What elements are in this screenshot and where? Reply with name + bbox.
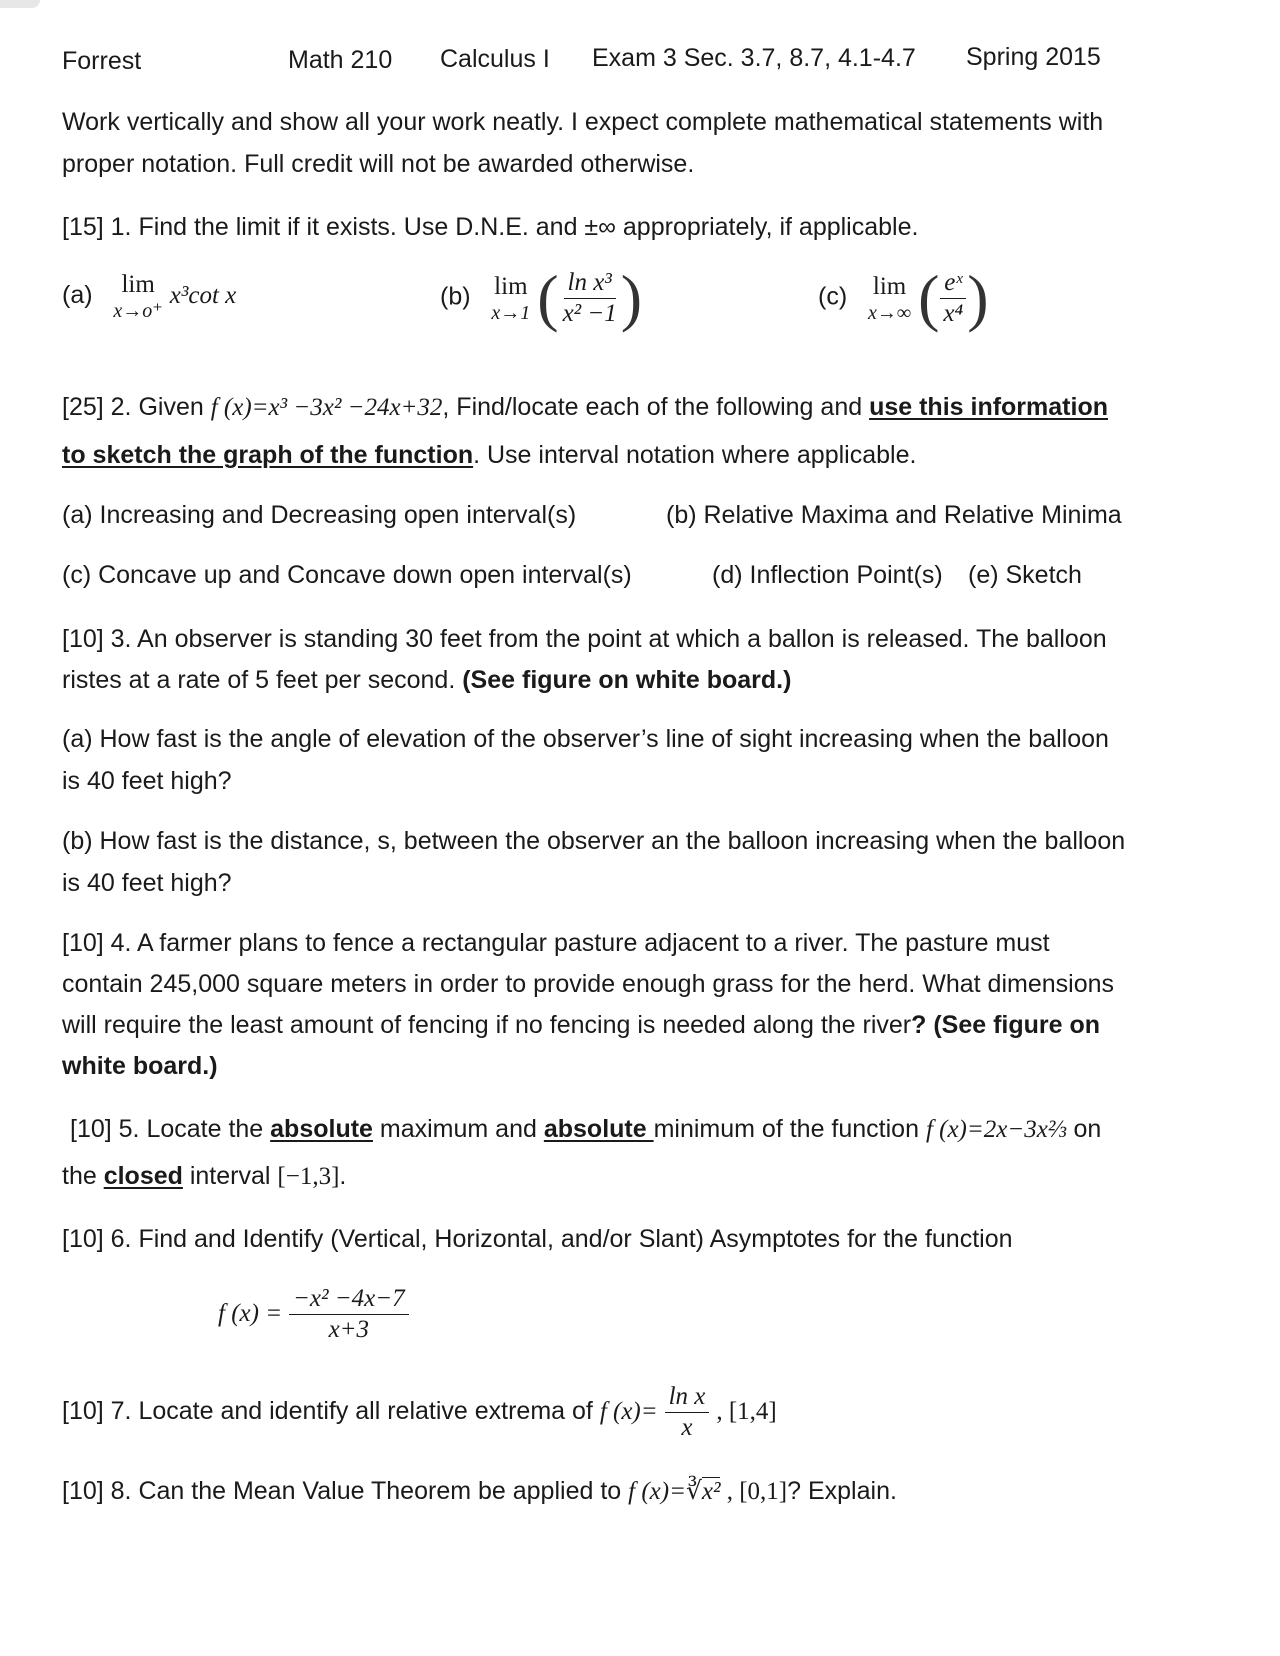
q2-function: f (x)=x³ −3x² −24x+32 xyxy=(210,394,443,421)
q1-c-label: (c) xyxy=(818,282,848,311)
q1-text: [15] 1. Find the limit if it exists. Use D.N.E. and ±∞ appropriately, if applicable. xyxy=(62,213,919,241)
instructions-line-2: proper notation. Full credit will not be awarded otherwise. xyxy=(62,150,695,178)
q1-c-limit xyxy=(868,274,911,323)
q2-emphasis-2: to sketch the graph of the function xyxy=(62,441,474,469)
fraction-denominator: x+3 xyxy=(328,1316,370,1343)
q5-text: minimum of the function xyxy=(653,1115,926,1143)
q1-part-c: (c) lim x→∞ ( $\frac{\text{eˣ}}{\text{x⁴}}$ ) xyxy=(818,262,989,333)
fraction-numerator: ln x³ xyxy=(564,268,616,299)
lim-subscript: x→∞ xyxy=(868,301,912,324)
q5-function: f (x)=2x−3x⅔ xyxy=(925,1116,1067,1143)
q5-text: [10] 5. Locate the xyxy=(70,1115,271,1143)
q2-part-e: (e) Sketch xyxy=(968,561,1082,589)
q8-radicand: x² xyxy=(701,1478,721,1505)
q5-line-1 xyxy=(70,1114,1101,1145)
q6-lhs: f (x) = xyxy=(218,1300,283,1328)
q5-emphasis-absolute: absolute xyxy=(543,1115,654,1143)
q1-part-a xyxy=(62,272,236,321)
q3-line-2 xyxy=(62,665,791,695)
q1-part-b: (b) lim x→1 ( $\frac{\text{ln x³}}{\text{x² −1}}$ ) xyxy=(440,262,643,333)
q7-interval: , [1,4] xyxy=(716,1398,777,1426)
fraction-numerator: −x² −4x−7 xyxy=(289,1284,409,1315)
q3-figure-note: (See figure on white board.) xyxy=(462,666,792,694)
q8-interval: , [0,1] xyxy=(720,1478,788,1505)
q1-c-fraction xyxy=(939,268,967,329)
lim-text: lim xyxy=(872,272,907,300)
q3-a-line-1: (a) How fast is the angle of elevation of the observer’s line of sight increasing when the balloon xyxy=(62,725,1109,753)
q2-part-d: (d) Inflection Point(s) xyxy=(712,561,943,589)
lim-text: lim xyxy=(494,272,528,300)
q3-b-line-2: is 40 feet high? xyxy=(62,869,232,897)
q4-line-2: contain 245,000 square meters in order to provide enough grass for the herd. What dimensions xyxy=(62,970,1115,998)
q2-part-c: (c) Concave up and Concave down open interval(s) xyxy=(62,561,632,589)
q5-text: . xyxy=(339,1162,347,1190)
q7-line xyxy=(62,1382,777,1443)
q1-a-label: (a) xyxy=(62,281,93,310)
q6-fraction xyxy=(289,1284,409,1345)
q5-text: interval xyxy=(182,1162,278,1190)
q2-prefix: [25] 2. Given xyxy=(62,393,211,421)
q5-line-2 xyxy=(62,1161,346,1192)
q4-line-4: white board.) xyxy=(62,1052,218,1080)
fraction-denominator: x xyxy=(681,1414,693,1441)
q5-emphasis-closed: closed xyxy=(103,1162,183,1190)
q1-a-expression: x³cot x xyxy=(169,282,237,310)
q3-a-line-2: is 40 feet high? xyxy=(62,767,232,795)
instructions-line-1: Work vertically and show all your work neatly. I expect complete mathematical statements with xyxy=(62,108,1104,136)
fraction-denominator: x² −1 xyxy=(562,299,617,327)
q3-b-line-1: (b) How fast is the distance, s, between the observer an the balloon increasing when the balloon xyxy=(62,827,1126,855)
q4-figure-note: ? (See figure on xyxy=(911,1011,1101,1039)
header-course: Math 210 xyxy=(288,46,393,74)
q2-mid: , Find/locate each of the following and xyxy=(442,393,870,421)
q8-function: f (x)=∛ xyxy=(628,1478,702,1505)
q2-part-a: (a) Increasing and Decreasing open interval(s) xyxy=(62,501,577,529)
lim-subscript: x→1 xyxy=(491,301,531,324)
q8-text: [10] 8. Can the Mean Value Theorem be applied to xyxy=(62,1477,629,1505)
fraction-numerator: ln x xyxy=(665,1382,710,1413)
q2-line-2 xyxy=(62,440,916,470)
q6-text: [10] 6. Find and Identify (Vertical, Horizontal, and/or Slant) Asymptotes for the function xyxy=(62,1225,1013,1253)
scan-artifact xyxy=(0,0,40,8)
q7-lhs: f (x)= xyxy=(599,1398,658,1426)
q6-function xyxy=(218,1284,409,1345)
header-term: Spring 2015 xyxy=(966,43,1101,71)
q4-line-3-text: will require the least amount of fencing if no fencing is needed along the river xyxy=(62,1011,912,1039)
fraction-numerator: eˣ xyxy=(940,268,966,299)
q5-text: on xyxy=(1066,1115,1102,1143)
q1-a-limit xyxy=(113,272,162,321)
q2-line-1 xyxy=(62,392,1108,423)
q8-end: ? Explain. xyxy=(787,1477,897,1505)
q5-text: the xyxy=(62,1162,104,1190)
header-exam: Exam 3 Sec. 3.7, 8.7, 4.1-4.7 xyxy=(592,44,916,72)
lim-subscript: x→o⁺ xyxy=(113,300,163,322)
q5-interval: [−1,3] xyxy=(277,1163,340,1190)
header-name: Forrest xyxy=(62,47,142,75)
q2-part-b: (b) Relative Maxima and Relative Minima xyxy=(666,501,1122,529)
q1-b-label: (b) xyxy=(440,282,471,311)
fraction-denominator: x⁴ xyxy=(943,299,964,327)
q8-line xyxy=(62,1476,897,1507)
q5-text: maximum and xyxy=(372,1115,544,1143)
q3-line-1: [10] 3. An observer is standing 30 feet from the point at which a ballon is released. The balloon xyxy=(62,625,1107,653)
q1-b-fraction xyxy=(559,268,621,329)
lim-text: lim xyxy=(121,271,155,298)
q2-emphasis-1: use this information xyxy=(869,393,1108,421)
q7-text: [10] 7. Locate and identify all relative extrema of xyxy=(62,1397,600,1426)
header-title: Calculus I xyxy=(440,45,550,73)
q5-emphasis-absolute: absolute xyxy=(270,1115,373,1143)
q4-line-3 xyxy=(62,1010,1100,1040)
q2-end: . Use interval notation where applicable. xyxy=(473,441,917,469)
q3-line-2-text: ristes at a rate of 5 feet per second. xyxy=(62,666,463,694)
q4-line-1: [10] 4. A farmer plans to fence a rectangular pasture adjacent to a river. The pasture must xyxy=(62,929,1050,957)
q7-fraction xyxy=(665,1382,710,1443)
q1-b-limit xyxy=(491,274,530,323)
